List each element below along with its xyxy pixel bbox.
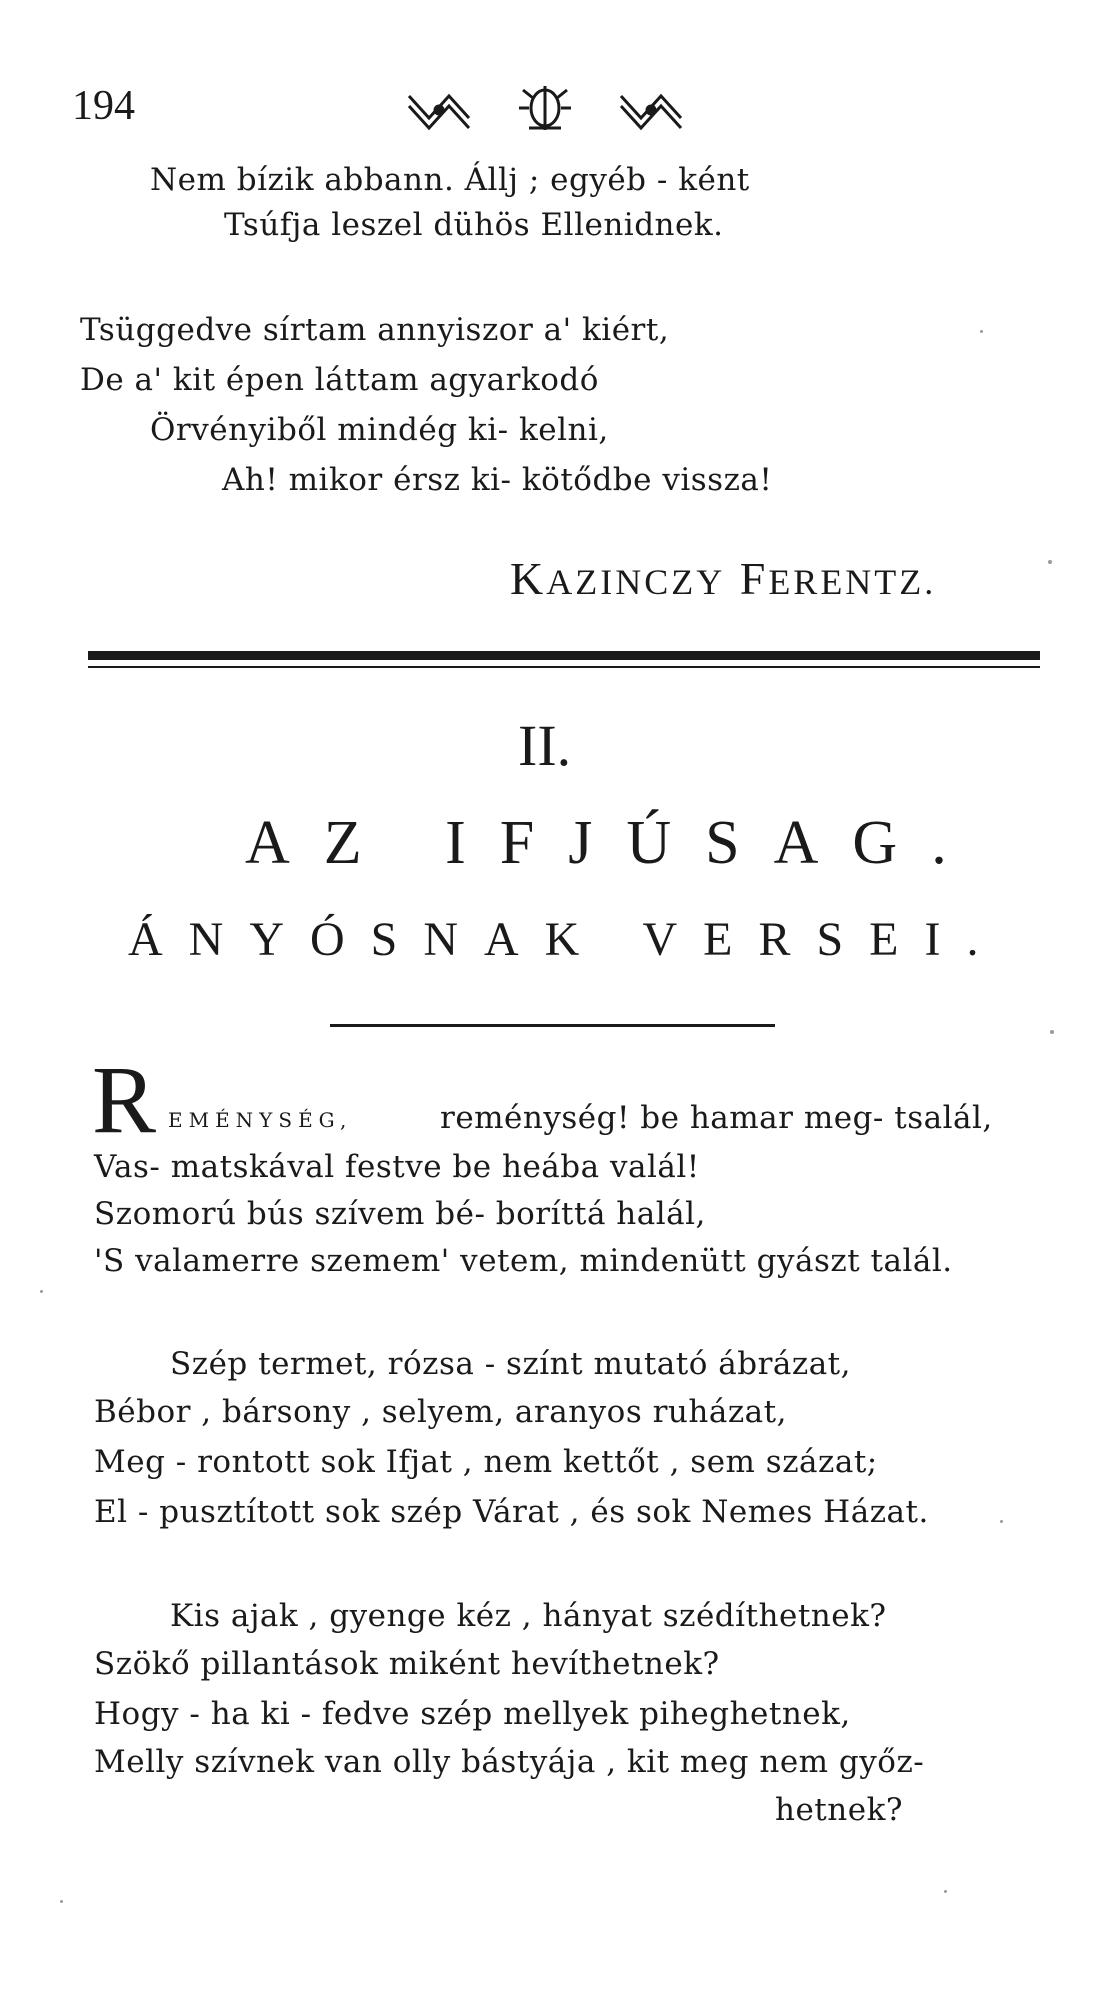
verse-line: De a' kit épen láttam agyarkodó (80, 362, 599, 398)
verse-line: Bébor , bársony , selyem, aranyos ruházat, (94, 1394, 787, 1430)
print-speck (1048, 560, 1052, 564)
print-speck (60, 1900, 63, 1903)
verse-line: Szép termet, rózsa - színt mutató ábrázat, (170, 1346, 851, 1382)
author-initial: K (510, 553, 547, 604)
verse-line: El - pusztított sok szép Várat , és sok Nemes Házat. (94, 1494, 929, 1530)
author-name-rest: ERENTZ. (768, 562, 937, 602)
verse-line: Hogy - ha ki - fedve szép mellyek piheghetnek, (94, 1696, 851, 1732)
verse-line: Szomorú bús szívem bé- boríttá halál, (94, 1196, 706, 1232)
section-divider-thin (88, 666, 1040, 668)
print-speck (944, 1890, 947, 1893)
floral-ornament-icon (405, 82, 685, 134)
verse-line: Kis ajak , gyenge kéz , hányat szédíthetnek? (170, 1598, 887, 1634)
print-speck (980, 330, 983, 333)
print-speck (1000, 1520, 1003, 1523)
page-number: 194 (72, 83, 135, 129)
verse-line: Melly szívnek van olly bástyája , kit meg nem győz- (94, 1744, 925, 1780)
verse-line: Szökő pillantások miként hevíthetnek? (94, 1646, 720, 1682)
verse-line: Ah! mikor érsz ki- kötődbe vissza! (222, 462, 773, 498)
print-speck (40, 1290, 43, 1293)
author-name-rest: AZINCZY (546, 562, 726, 602)
verse-line: reménység! be hamar meg- tsalál, (440, 1100, 993, 1136)
author-initial: F (739, 553, 769, 604)
verse-line: Vas- matskával festve be heába valál! (94, 1149, 700, 1185)
print-speck (1050, 1030, 1054, 1034)
verse-line: 'S valamerre szemem' vetem, mindenütt gyászt talál. (94, 1243, 953, 1279)
author-signature (510, 552, 936, 605)
poem-subtitle: ÁNYÓSNAK VERSEI. (128, 913, 1005, 966)
verse-line: Örvényiből mindég ki- kelni, (150, 412, 609, 448)
section-number: II. (518, 713, 572, 778)
verse-line: Tsúfja leszel dühös Ellenidnek. (224, 207, 724, 243)
verse-line: Tsüggedve sírtam annyiszor a' kiért, (80, 312, 670, 348)
verse-line: Nem bízik abbann. Állj ; egyéb - ként (150, 162, 750, 198)
poem-title: AZ IFJÚSAG. (245, 809, 981, 877)
first-word-small-caps: EMÉNYSÉG, (168, 1108, 353, 1132)
verse-line: Meg - rontott sok Ifjat , nem kettőt , sem százat; (94, 1444, 878, 1480)
drop-cap: R (92, 1046, 157, 1153)
verse-line: hetnek? (775, 1792, 903, 1828)
section-divider-thick (88, 651, 1040, 660)
title-rule (330, 1024, 775, 1027)
